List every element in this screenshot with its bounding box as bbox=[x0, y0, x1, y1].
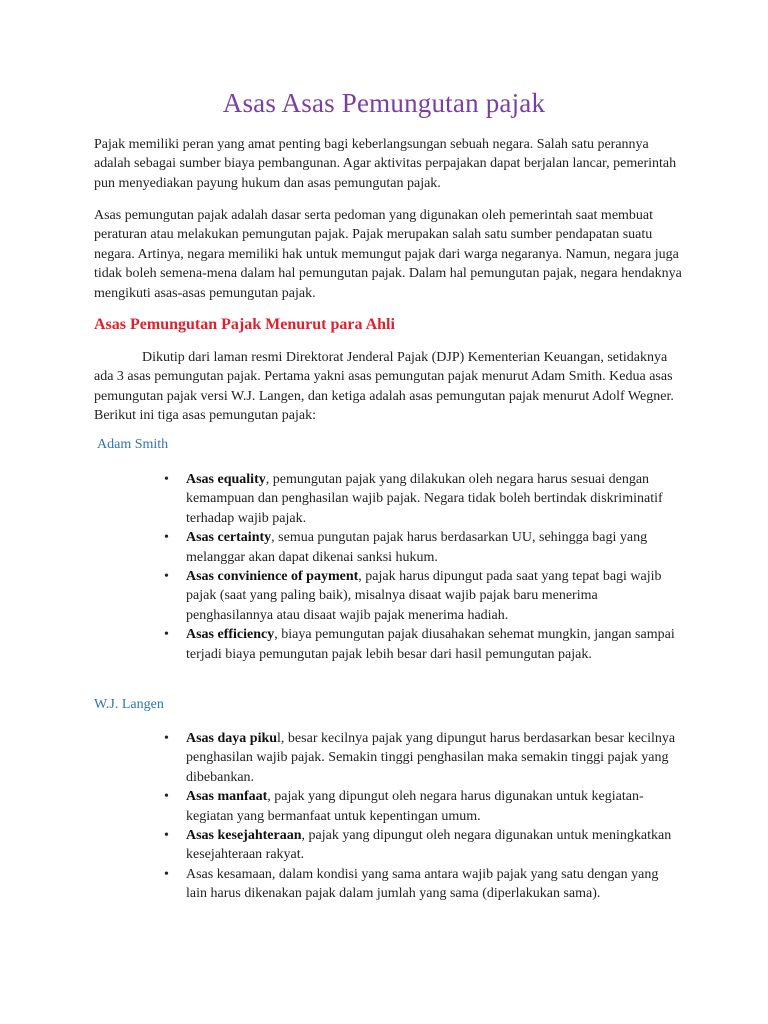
bullet-icon: • bbox=[164, 530, 169, 546]
djp-paragraph bbox=[94, 348, 684, 426]
item-text: , pajak yang dipungut oleh negara harus digunakan untuk kegiatan-kegiatan yang bermanfaat untuk kepentingan umum. bbox=[186, 789, 644, 824]
item-text: l, besar kecilnya pajak yang dipungut harus berdasarkan besar kecilnya penghasilan wajib pajak. Semakin tinggi penghasilan maka semakin tinggi pajak yang dibebankan. bbox=[186, 731, 676, 785]
langen-subheading: W.J. Langen bbox=[94, 697, 164, 712]
list-item bbox=[164, 470, 680, 528]
item-text: , semua pungutan pajak harus berdasarkan UU, sehingga bagi yang melanggar akan dapat dikenai sanksi hukum. bbox=[186, 530, 648, 565]
item-text: , pemungutan pajak yang dilakukan oleh negara harus sesuai dengan kemampuan dan penghasilan wajib pajak. Negara tidak boleh bertindak diskriminatif terhadap wajib pajak. bbox=[186, 472, 663, 526]
bullet-icon: • bbox=[164, 731, 169, 746]
adam-smith-subheading: Adam Smith bbox=[97, 437, 169, 452]
list-item bbox=[164, 787, 680, 826]
item-term: Asas certainty bbox=[186, 530, 272, 546]
item-term: Asas efficiency bbox=[186, 627, 275, 643]
item-text: , biaya pemungutan pajak diusahakan sehemat mungkin, jangan sampai terjadi biaya pemungutan pajak lebih besar dari hasil pemungutan pajak. bbox=[186, 627, 675, 662]
item-term: Asas equality bbox=[186, 472, 266, 487]
item-term: Asas manfaat bbox=[186, 789, 268, 805]
langen-list bbox=[164, 729, 680, 904]
list-item bbox=[164, 865, 680, 904]
bullet-icon: • bbox=[164, 627, 169, 643]
list-item bbox=[164, 729, 680, 787]
item-term: Asas daya piku bbox=[186, 731, 278, 746]
list-item bbox=[164, 567, 680, 625]
bullet-icon: • bbox=[164, 828, 169, 844]
definition-paragraph: Asas pemungutan pajak adalah dasar serta pedoman yang digunakan oleh pemerintah saat membuat peraturan atau melakukan pemungutan pajak. Pajak merupakan salah satu sumber pendapatan suatu negara. Artinya, negara memiliki hak untuk memungut pajak dari warga negaranya. Namun, negara juga tidak boleh semena-mena dalam hal pemungutan pajak. Dalam hal pemungutan pajak, negara hendaknya mengikuti asas-asas pemungutan pajak. bbox=[94, 208, 682, 301]
section-heading: Asas Pemungutan Pajak Menurut para Ahli bbox=[94, 316, 395, 333]
item-text: , pajak yang dipungut oleh negara digunakan untuk meningkatkan kesejahteraan rakyat. bbox=[186, 828, 672, 863]
adam-smith-list bbox=[164, 470, 680, 664]
document-title: Asas Asas Pemungutan pajak bbox=[222, 88, 546, 118]
list-item bbox=[164, 826, 680, 865]
bullet-icon: • bbox=[164, 789, 169, 805]
bullet-icon: • bbox=[164, 472, 169, 487]
item-text: Asas kesamaan, dalam kondisi yang sama antara wajib pajak yang satu dengan yang lain harus dikenakan pajak dalam jumlah yang sama (diperlakukan sama). bbox=[186, 866, 659, 902]
bullet-icon: • bbox=[164, 866, 169, 882]
list-item bbox=[164, 625, 680, 664]
item-term: Asas kesejahteraan bbox=[186, 828, 302, 844]
item-term: Asas convinience of payment bbox=[186, 569, 359, 585]
list-item bbox=[164, 528, 680, 567]
intro-paragraph: Pajak memiliki peran yang amat penting bagi keberlangsungan sebuah negara. Salah satu perannya adalah sebagai sumber biaya pembangunan. Agar aktivitas perpajakan dapat berjalan lancar, pemerintah pun menyediakan payung hukum dan asas pemungutan pajak. bbox=[94, 137, 677, 191]
item-text: , pajak harus dipungut pada saat yang tepat bagi wajib pajak (saat yang paling baik), misalnya disaat wajib pajak baru menerima penghasilannya atau disaat wajib pajak menerima hadiah. bbox=[186, 569, 662, 623]
djp-paragraph-text: Dikutip dari laman resmi Direktorat Jenderal Pajak (DJP) Kementerian Keuangan, setidaknya ada 3 asas pemungutan pajak. Pertama yakni asas pemungutan pajak menurut Adam Smith. Kedua asas pemungutan pajak versi W.J. Langen, dan ketiga adalah asas pemungutan pajak menurut Adolf Wegner. Berikut ini tiga asas pemungutan pajak: bbox=[94, 350, 674, 424]
bullet-icon: • bbox=[164, 569, 169, 585]
